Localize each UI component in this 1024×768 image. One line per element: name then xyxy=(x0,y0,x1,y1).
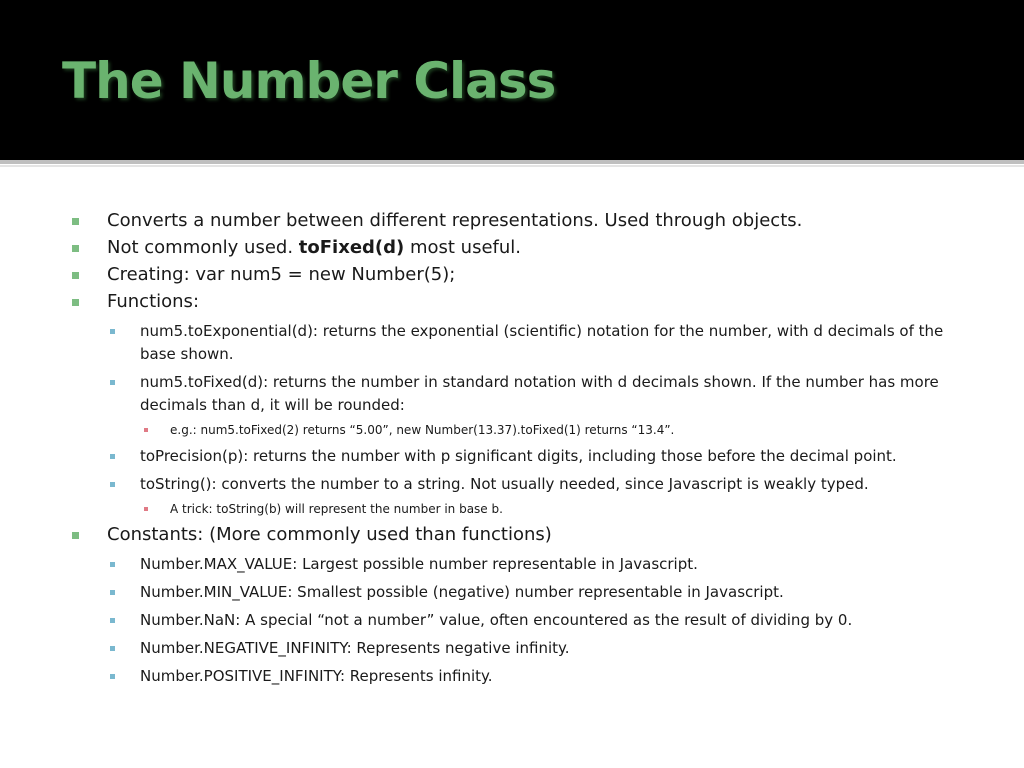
square-bullet-icon xyxy=(110,482,115,487)
bullet-item xyxy=(0,207,1024,234)
sub-sub-bullet-item xyxy=(0,420,1024,440)
bullet-text: Converts a number between different representations. Used through objects. xyxy=(107,210,803,231)
sub-bullet-text: Number.MIN_VALUE: Smallest possible (negative) number representable in Javascript. xyxy=(140,583,784,601)
square-bullet-icon xyxy=(72,299,79,306)
sub-bullet-item xyxy=(0,609,1024,632)
sub-bullet-item xyxy=(0,581,1024,604)
bullet-text: Functions: xyxy=(107,291,200,312)
bullet-item xyxy=(0,521,1024,548)
slide-title: The Number Class xyxy=(62,52,556,110)
bullet-item xyxy=(0,288,1024,315)
sub-bullet-item xyxy=(0,637,1024,660)
square-bullet-icon xyxy=(110,674,115,679)
bullet-item xyxy=(0,261,1024,288)
square-bullet-icon xyxy=(110,590,115,595)
sub-bullet-item xyxy=(0,371,1024,417)
sub-bullet-text: Number.NaN: A special “not a number” value, often encountered as the result of dividing by 0. xyxy=(140,611,853,629)
square-bullet-icon xyxy=(144,428,148,432)
sub-bullet-item xyxy=(0,320,1024,366)
bullet-item xyxy=(0,234,1024,261)
sub-bullet-item xyxy=(0,445,1024,468)
sub-bullet-text: num5.toExponential(d): returns the exponential (scientific) notation for the number, with d decimals of the base shown. xyxy=(140,322,944,363)
sub-bullet-item xyxy=(0,473,1024,496)
title-divider xyxy=(0,160,1024,164)
sub-bullet-text: toString(): converts the number to a string. Not usually needed, since Javascript is weakly typed. xyxy=(140,475,869,493)
sub-bullet-text: Number.MAX_VALUE: Largest possible number representable in Javascript. xyxy=(140,555,698,573)
square-bullet-icon xyxy=(110,329,115,334)
sub-bullet-text: toPrecision(p): returns the number with p significant digits, including those before the decimal point. xyxy=(140,447,897,465)
bullet-bold-text: toFixed(d) xyxy=(298,237,405,258)
sub-bullet-item xyxy=(0,665,1024,688)
sub-sub-bullet-text: A trick: toString(b) will represent the number in base b. xyxy=(170,502,503,516)
square-bullet-icon xyxy=(110,562,115,567)
title-divider-accent xyxy=(0,165,1024,167)
sub-bullet-text: Number.NEGATIVE_INFINITY: Represents negative infinity. xyxy=(140,639,570,657)
square-bullet-icon xyxy=(72,218,79,225)
square-bullet-icon xyxy=(72,532,79,539)
bullet-text: Not commonly used. xyxy=(107,237,299,258)
bullet-text: Constants: (More commonly used than functions) xyxy=(107,524,552,545)
sub-bullet-text: Number.POSITIVE_INFINITY: Represents infinity. xyxy=(140,667,493,685)
sub-sub-bullet-text: e.g.: num5.toFixed(2) returns “5.00”, new Number(13.37).toFixed(1) returns “13.4”. xyxy=(170,423,675,437)
bullet-text: most useful. xyxy=(404,237,522,258)
square-bullet-icon xyxy=(110,380,115,385)
square-bullet-icon xyxy=(72,272,79,279)
square-bullet-icon xyxy=(110,454,115,459)
square-bullet-icon xyxy=(110,646,115,651)
sub-bullet-text: num5.toFixed(d): returns the number in standard notation with d decimals shown. If the number has more decimals than d, it will be rounded: xyxy=(140,373,939,414)
square-bullet-icon xyxy=(110,618,115,623)
square-bullet-icon xyxy=(72,245,79,252)
sub-bullet-item xyxy=(0,553,1024,576)
slide-content xyxy=(0,207,1024,689)
square-bullet-icon xyxy=(144,507,148,511)
bullet-text: Creating: var num5 = new Number(5); xyxy=(107,264,456,285)
sub-sub-bullet-item xyxy=(0,499,1024,519)
